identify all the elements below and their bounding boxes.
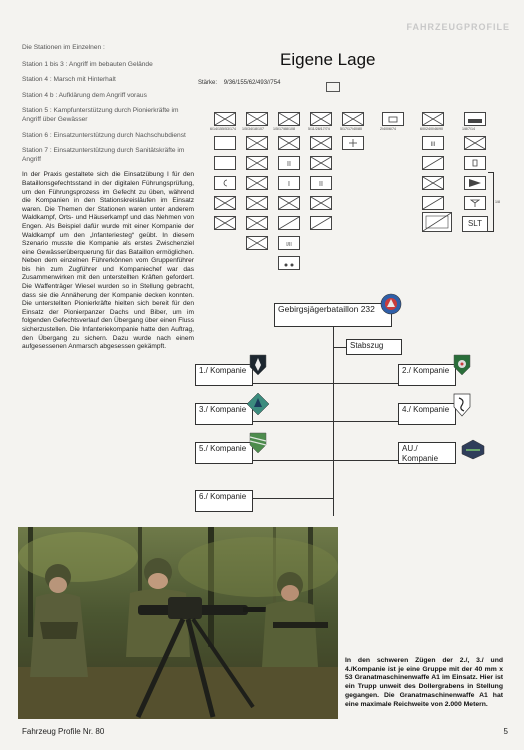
station-item: Station 4 b : Aufklärung dem Angriff voraus (22, 91, 147, 99)
station-item: Station 6 : Einsatzunterstützung durch Nachschubdienst (22, 131, 186, 139)
unit-symbol (464, 112, 486, 126)
unit-symbol (214, 216, 236, 230)
company-2-emblem-icon (452, 353, 472, 377)
company-box-2: 2./ Kompanie (398, 364, 456, 386)
column-label: 5/17/17/40/80 (340, 127, 362, 131)
unit-symbol (246, 216, 268, 230)
column-label: 6/14/155/53/174 (210, 127, 236, 131)
unit-symbol (246, 196, 268, 210)
company-box-5: 5./ Kompanie (195, 442, 253, 464)
column-label: 1/5/34/18/107 (242, 127, 264, 131)
company-box-3: 3./ Kompanie (195, 403, 253, 425)
svg-text:I/II: I/II (286, 242, 292, 248)
unit-symbol (246, 112, 268, 126)
battalion-box: Gebirgsjägerbataillon 232 (274, 303, 392, 327)
unit-symbol (246, 156, 268, 170)
unit-symbol (310, 156, 332, 170)
company-box-4: 4./ Kompanie (398, 403, 456, 425)
unit-symbol (214, 112, 236, 126)
unit-symbol (464, 176, 486, 190)
diagram-title: Eigene Lage (280, 50, 376, 69)
unit-symbol (310, 136, 332, 150)
org-chart (180, 290, 510, 530)
unit-symbol (464, 196, 486, 210)
unit-symbol (310, 216, 332, 230)
unit-symbol (422, 212, 452, 232)
svg-text:I: I (288, 181, 290, 188)
page-number: 5 (503, 727, 508, 736)
unit-symbol (464, 136, 486, 150)
svg-text:II: II (319, 181, 323, 188)
unit-symbol (310, 196, 332, 210)
unit-symbol (310, 112, 332, 126)
unit-symbol (422, 156, 444, 170)
battalion-emblem-icon (380, 293, 402, 315)
station-item: Station 4 : Marsch mit Hinterhalt (22, 76, 116, 84)
strength-label: Stärke: (198, 80, 218, 86)
page-header-label: FAHRZEUGPROFILE (406, 22, 510, 32)
company-box-1: 1./ Kompanie (195, 364, 253, 386)
unit-symbol (278, 216, 300, 230)
unit-symbol (214, 156, 236, 170)
unit-symbol (422, 136, 444, 150)
unit-symbol (422, 176, 444, 190)
column-label: 1/8/7/14 (462, 127, 475, 131)
company-5-emblem-icon (248, 431, 268, 455)
column-label: 5/11/28/17/74 (308, 127, 330, 131)
company-1-emblem-icon (248, 353, 268, 377)
soldiers-photo (18, 527, 338, 719)
unit-symbol (278, 256, 300, 270)
photo-caption: In den schweren Zügen der 2./, 3./ und 4./Kompanie ist je eine Gruppe mit der 40 mm x 53 Granatmaschinenwaffe A1 im Einsatz. Hier ist ein Trupp unweit des Dollergrabens in Stellung gegangen. Die Granatmaschinenwaffe A1 hat eine maximale Reichweite von 2.000 Metern. (345, 657, 503, 708)
unit-symbol (342, 136, 364, 150)
unit-symbol (214, 176, 236, 190)
station-item: Station 7 : Einsatzunterstützung durch Sanitätskräfte im Angriff (22, 147, 185, 163)
unit-symbol (422, 196, 444, 210)
footer-magazine: Fahrzeug Profile Nr. 80 (22, 727, 105, 736)
unit-symbol (278, 136, 300, 150)
unit-symbol (278, 112, 300, 126)
unit-symbol (464, 156, 486, 170)
company-box-6: 6./ Kompanie (195, 490, 253, 512)
unit-symbol (310, 176, 332, 190)
stations-heading: Die Stationen im Einzelnen : (22, 44, 105, 51)
strength-line (198, 80, 280, 86)
unit-symbol (246, 236, 268, 250)
bracket-label: 1/8 (495, 200, 500, 204)
unit-symbol (246, 176, 268, 190)
bracket (488, 172, 494, 232)
strength-symbol (326, 82, 340, 92)
company-4-emblem-icon (452, 392, 472, 418)
column-label: 1/5/17/88/108 (273, 127, 295, 131)
column-label: 6/0/24/0/46/90 (420, 127, 443, 131)
unit-symbol (278, 196, 300, 210)
body-paragraph: In der Praxis gestaltete sich die Einsatzübung I für den Bataillonsgefechtsstand in der digitalen Führungsprüfung, um den Führungsprozess im Gefecht zu üben, während die Kompanien in den Stationskreisläufen im Einsatz waren. Die Themen der Stationen waren unter anderem Waldkampf, Orts- und Häuserkampf und das Nehmen von Engen. Als Beispiel dafür wurde mit einer Kompanie der Waldkampf um den „Infanteriesteg“ geübt. In diesem Szenario musste die Kompanie als erstes Zwischenziel eine Gewässerüberquerung für das Bataillon ermöglichen. Neben dem einzelnen Führerkönnen vom Gruppenführer bis hin zum Zugführer und Kompaniechef war das Zusammenwirken mit den unterstellten Kräften gefordert. Die Waffenträger Wiesel wurden so in Stellung gebracht, dass sie die Annäherung der Kompanie decken konnten. Die unterstellten Pionierkräfte hielten sich bereit für den Einsatz der Pionierpanzer Dachs und Biber, um im folgenden Gefechtsverlauf den Übergang über einen Fluss sicherzustellen. Die Infanteriekompanie hatte den Auftrag, den Übergang zu sichern. Dazu wurde nach einem aufgesessenen Anmarsch abgesessen gekämpft. (22, 171, 194, 351)
unit-symbol-grid (210, 112, 510, 278)
unit-symbol (278, 236, 300, 250)
station-item: Station 1 bis 3 : Angriff im bebauten Gelände (22, 60, 153, 68)
company-3-emblem-icon (246, 392, 270, 416)
svg-text:II: II (287, 161, 291, 168)
text-column (22, 44, 194, 352)
company-box-au: AU./ Kompanie (398, 442, 456, 464)
column-label: 2/4/0/6/74 (380, 127, 396, 131)
unit-symbol (214, 196, 236, 210)
photo-illustration (18, 527, 338, 719)
unit-symbol (214, 136, 236, 150)
strength-value: 9/36/155/62/493//754 (223, 80, 281, 86)
unit-symbol (246, 136, 268, 150)
unit-symbol (278, 176, 300, 190)
svg-text:III: III (430, 142, 436, 148)
unit-symbol (422, 112, 444, 126)
unit-symbol (342, 112, 364, 126)
unit-symbol (462, 216, 488, 232)
slt-label: SLT (467, 219, 483, 228)
unit-symbol (278, 156, 300, 170)
staff-box: Stabszug (346, 339, 402, 355)
company-au-emblem-icon (460, 438, 486, 460)
unit-symbol (382, 112, 404, 126)
station-item: Station 5 : Kampfunterstützung durch Pionierkräfte im Angriff über Gewässer (22, 107, 179, 123)
